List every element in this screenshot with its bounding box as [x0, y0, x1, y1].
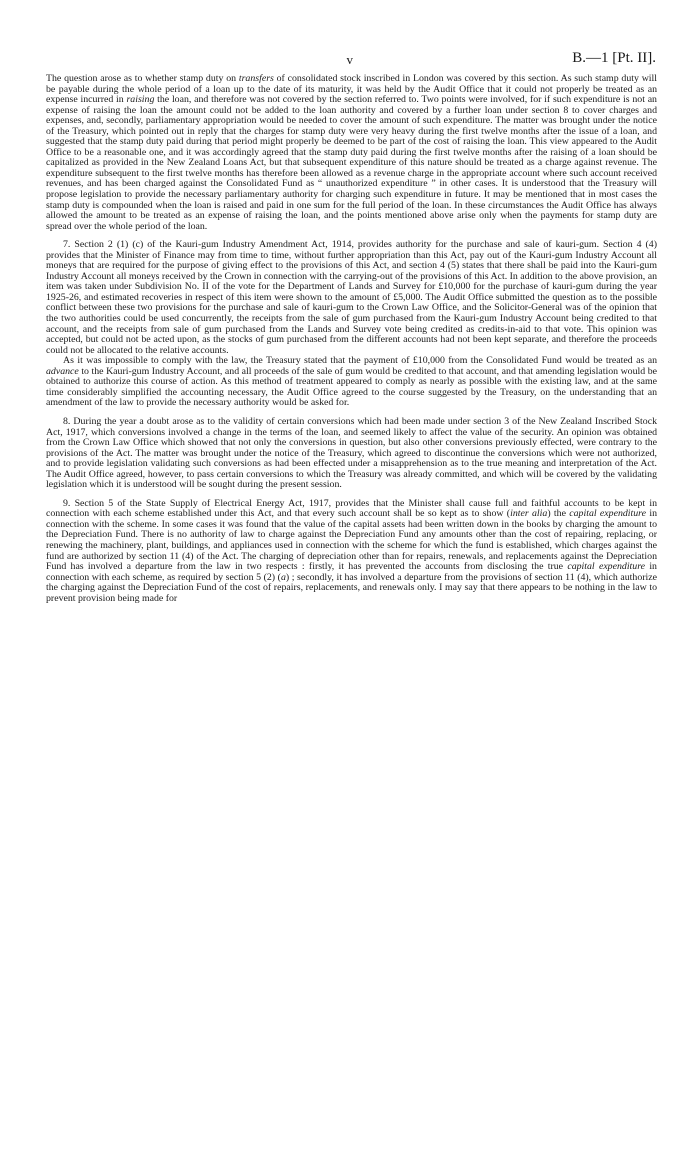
paragraph-7-continued: As it was impossible to comply with the law, the Treasury stated that the payment of £10,000 from the Consolidated Fund would be treated as an advance to the Kauri-gum Industry Account, and all proceeds of the sale of gum would be credited to that account, and that amending legislation would be obtained to authorize this course of action. As this method of treatment appeared to comply as nearly as possible with the existing law, and at the same time considerably simplified the accounting necessary, the Audit Office agreed to the course suggested by the Treasury, on the understanding that an amendment of the law to provide the necessary authority would be asked for. — [46, 355, 657, 409]
document-reference: B.—1 [Pt. II]. — [572, 50, 656, 66]
paragraph-7-kauri-gum: 7. Section 2 (1) (c) of the Kauri-gum Industry Amendment Act, 1914, provides authority for the purchase and sale of kauri-gum. Section 4 (4) provides that the Minister of Finance may from time to time, without further appropriation than this Act, pay out of the Kauri-gum Industry Account all moneys that are required for the purpose of giving effect to the provisions of this Act, and section 4 (5) states that there shall be paid into the Kauri-gum Industry Account all moneys received by the Crown in connection with the carrying-out of the provisions of this Act. In addition to the above provision, an item was taken under Subdivision No. II of the vote for the Department of Lands and Survey for £10,000 for the purchase of kauri-gum during the year 1925-26, and estimated recoveries in respect of this item were shown to the amount of £5,000. The Audit Office submitted the question as to the possible conflict between these two provisions for the purchase and sale of kauri-gum to the Crown Law Office, and the Solicitor-General was of the opinion that the two authorities could be used concurrently, the receipts from the sale of gum purchased from the Kauri-gum Industry Account being credited to that account, and the receipts from sale of gum purchased from the Lands and Survey vote being credited as credits-in-aid to that vote. This opinion was accepted, but could not be acted upon, as the stocks of gum purchased from the different accounts had not been kept separate, and therefore the proceeds could not be allocated to the relative accounts. — [46, 239, 658, 356]
document-body — [46, 74, 657, 604]
page-number: v — [346, 52, 354, 67]
paragraph-9-electrical-energy: 9. Section 5 of the State Supply of Electrical Energy Act, 1917, provides that the Minister shall cause full and faithful accounts to be kept in connection with each scheme established under this Act, and that every such account shall be so kept as to show (inter alia) the capital expenditure in connection with the scheme. In some cases it was found that the value of the capital assets had been written down in the books by charging the amount to the Depreciation Fund. There is no authority of law to charge against the Depreciation Fund any amounts other than the cost of repairing, replacing, or renewing the machinery, plant, buildings, and appliances used in connection with the scheme for which the fund is established, which charges against the fund are authorized by section 11 (4) of the Act. The charging of depreciation other than for repairs, renewals, and replacements against the Depreciation Fund has involved a departure from the law in two respects : firstly, it has prevented the accounts from disclosing the true capital expenditure in connection with each scheme, as required by section 5 (2) (a) ; secondly, it has involved a departure from the provisions of section 11 (4), which authorize the charging against the Depreciation Fund of the cost of repairs, replacements, and renewals only. I may say that there appears to be nothing in the law to prevent provision being made for — [46, 497, 658, 604]
paragraph-8-conversions: 8. During the year a doubt arose as to the validity of certain conversions which had been made under section 3 of the New Zealand Inscribed Stock Act, 1917, which conversions involved a change in the terms of the loan, and seemed likely to affect the value of the security. An opinion was obtained from the Crown Law Office which showed that not only the conversions in question, but also other conversions previously effected, were contrary to the provisions of the Act. The matter was brought under the notice of the Treasury, which agreed to discontinue the conversions which were not authorized, and to provide legislation validating such conversions as had been effected under a misapprehension as to the true meaning and interpretation of the Act. The Audit Office agreed, however, to pass certain conversions to which the Treasury was already committed, and which will be covered by the validating legislation which it is understood will be sought during the present session. — [46, 415, 657, 491]
paragraph-stamp-duty: The question arose as to whether stamp duty on transfers of consolidated stock inscribed in London was covered by this section. As such stamp duty will be payable during the whole period of a loan up to the date of its maturity, it was held by the Audit Office that it could not properly be treated as an expense incurred in raising the loan, and therefore was not covered by the section referred to. Two points were involved, for if such expenditure is not an expense of raising the loan the amount could not be added to the loan authority and covered by a further loan under section 8 to cover charges and expenses, and, secondly, parliamentary appropriation would be needed to cover the amount of such expenditure. The matter was brought under the notice of the Treasury, which pointed out in reply that the charges for stamp duty were very heavy during the first twelve months after the issue of a loan, and suggested that the stamp duty paid during that period might properly be deemed to be part of the cost of raising the loan. This view appeared to the Audit Office to be a reasonable one, and it was accordingly agreed that the stamp duty paid during the first twelve months after the raising of a loan should be capitalized as provided in the New Zealand Loans Act, but that subsequent expenditure of this nature should be treated as a charge against revenue. The expenditure subsequent to the first twelve months has therefore been allowed as a revenue charge in the appropriate account where such account received revenues, and has been charged against the Consolidated Fund as “ unauthorized expenditure ” in other cases. It is understood that the Treasury will propose legislation to provide the necessary parliamentary authority for charging such expenditure in future. It may be mentioned that in most cases the stamp duty is compounded when the loan is raised and paid in one sum for the full period of the loan. In these circumstances the Audit Office has always allowed the amount to be treated as an expense of raising the loan, and the points mentioned above arise only when the payments for stamp duty are spread over the whole period of the loan. — [46, 73, 658, 232]
